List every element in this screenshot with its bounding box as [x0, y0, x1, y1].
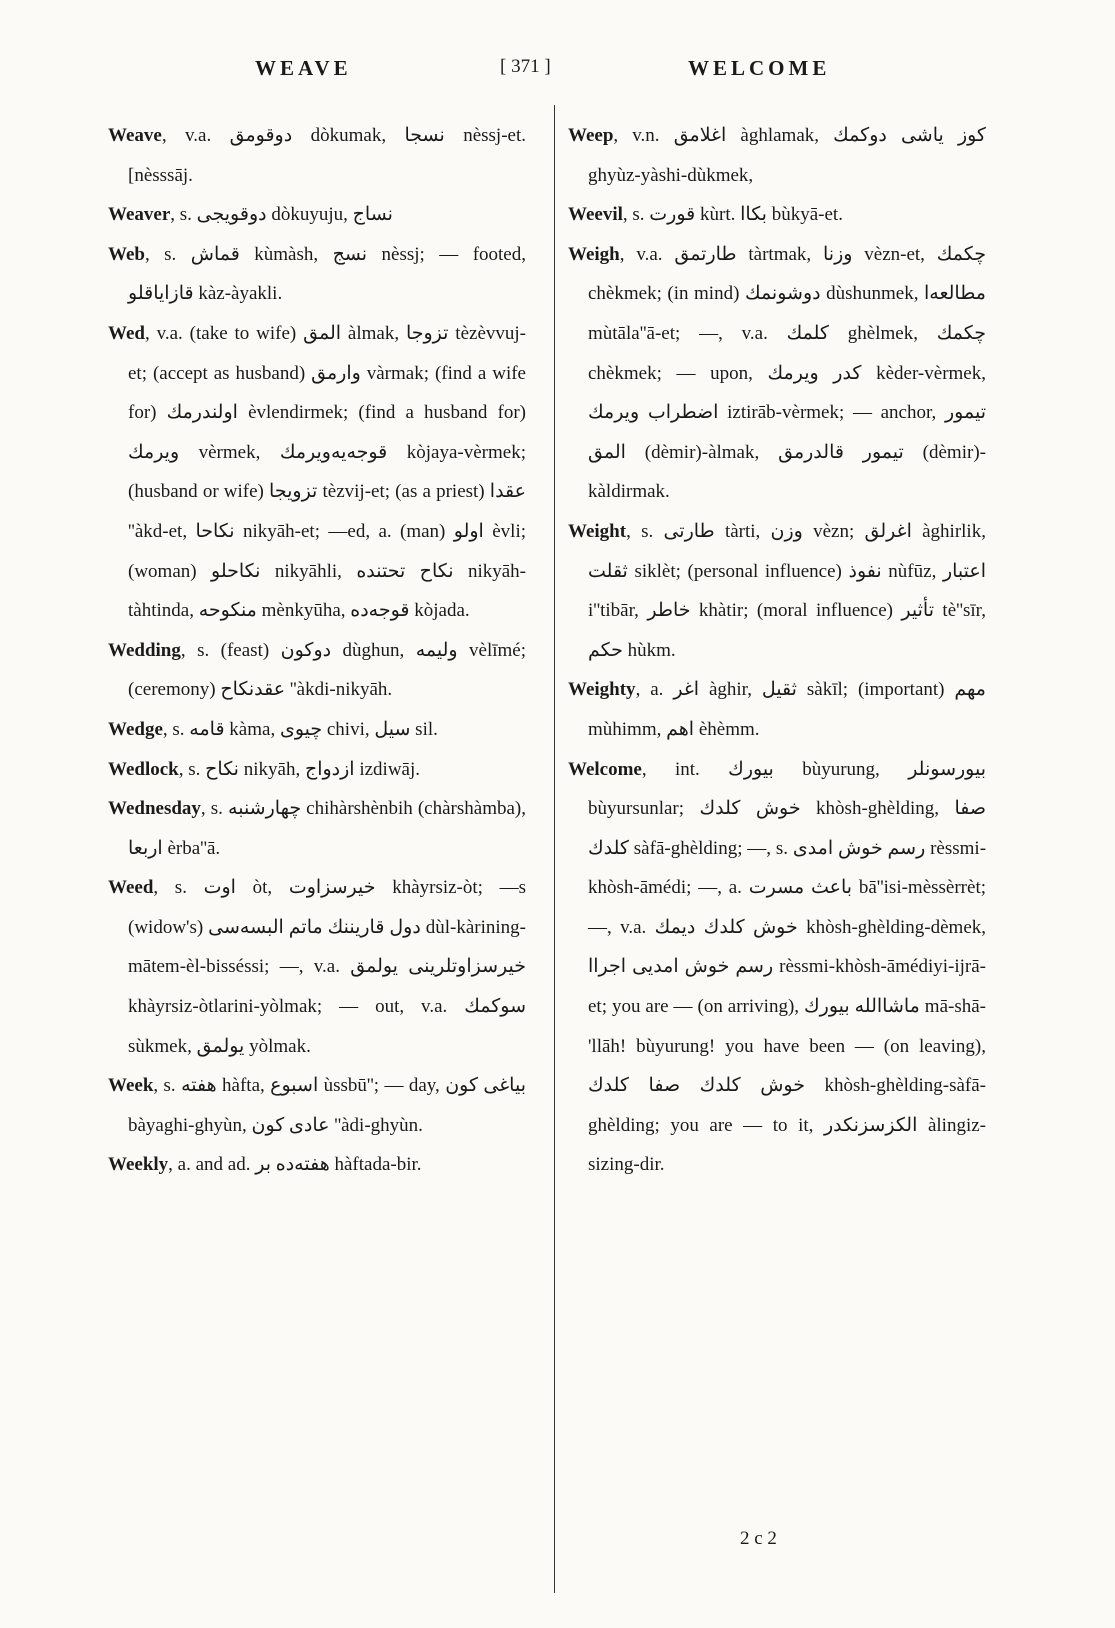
headword: Wedding: [108, 639, 181, 661]
headword: Weave: [108, 125, 162, 146]
headword: Web: [108, 243, 145, 265]
entry-weigh: Weigh, v.a. طارتمق tàrtmak, وزنا vèzn-et, چكمك chèkmek; (in mind) دوشونمك dùshunmek, مطالعه‌ا mùtāla''ā-et; —, v.a. كلمك ghèlmek, چكمك chèkmek; — upon, كدر ویرمك kèder-vèrmek, اضطراب ویرمك iztirāb-vèrmek; — anchor, تیمور المق (dèmir)-àlmak, تیمور قالدرمق (dèmir)-kàldirmak.: [568, 243, 986, 503]
entry-weight: Weight, s. طارتی tàrti, وزن vèzn; اغرلق àghirlik, ثقلت siklèt; (personal influence) نفوذ nùfūz, اعتبار i''tibār, خاطر khàtir; (moral influence) تأثیر tè''sīr, حكم hùkm.: [568, 520, 986, 661]
headword: Weaver: [108, 204, 171, 226]
headword: Week: [108, 1075, 154, 1097]
entry-weighty: Weighty, a. اغر àghir, ثقیل sàkīl; (important) مهم mùhimm, اهم èhèmm.: [568, 679, 986, 740]
header-right-guide-word: WELCOME: [688, 56, 831, 80]
column-divider: [554, 105, 555, 1593]
headword: Weigh: [568, 243, 620, 265]
entry-week: Week, s. هفته hàfta, اسبوع ùssbū''; — day, بیاغی كون bàyaghi-ghyùn, عادی كون ''àdi-ghyùn.: [108, 1075, 526, 1136]
entry-weekly: Weekly, a. and ad. هفته‌ده بر hàftada-bir.: [108, 1154, 422, 1176]
headword: Weep: [568, 125, 614, 146]
headword: Wedlock: [108, 758, 179, 780]
entry-weave: Weave, v.a. دوقومق dòkumak, نسجا nèssj-et. [nèsssāj.: [108, 125, 527, 186]
page-number: [ 371 ]: [500, 56, 551, 77]
headword: Weight: [568, 520, 627, 542]
entry-wedlock: Wedlock, s. نكاح nikyāh, ازدواج izdiwāj.: [108, 758, 421, 780]
headword: Wedge: [108, 718, 163, 740]
entry-wedding: Wedding, s. (feast) دوكون dùghun, ولیمه vèlīmé; (ceremony) عقدنكاح ''àkdi-nikyāh.: [108, 639, 527, 701]
entry-wednesday: Wednesday, s. چهارشنبه chihàrshènbih (chàrshàmba), اربعا èrba''ā.: [108, 798, 526, 859]
headword: Weed: [108, 877, 154, 899]
headword: Wed: [108, 322, 145, 344]
entry-weevil: Weevil, s. قورت kùrt. بكاا bùkyā-et.: [568, 204, 843, 226]
entry-welcome: Welcome, int. بیورك bùyurung, بیورسونلر bùyursunlar; خوش كلدك khòsh-ghèlding, صفا كلدك sàfā-ghèlding; —, s. رسم خوش امدی rèssmi-khòsh-āmédi; —, a. باعث مسرت bā''isi-mèssèrrèt; —, v.a. خوش كلدك دیمك khòsh-ghèlding-dèmek, رسم خوش امدیی اجراا rèssmi-khòsh-āmédiyi-ijrā-et; you are — (on arriving), ماشاالله بیورك mā-shā-'llāh! bùyurung! you have been — (on leaving), خوش كلدك صفا كلدك khòsh-ghèlding-sàfā-ghèlding; you are — to it, الكزسزنكدر àlingiz-sizing-dir.: [568, 758, 987, 1176]
entry-weep: Weep, v.n. اغلامق àghlamak, كوز یاشی دوكمك ghyùz-yàshi-dùkmek,: [568, 125, 986, 186]
header-left-guide-word: WEAVE: [255, 56, 352, 80]
entry-weed: Weed, s. اوت òt, خیرسزاوت khàyrsiz-òt; —s (widow's) دول قاریننك ماتم البسه‌سی dùl-kàrining-mātem-èl-bisséssi; —, v.a. خیرسزاوتلرینی یولمق khàyrsiz-òtlarini-yòlmak; — out, v.a. سوكمك sùkmek, یولمق yòlmak.: [108, 877, 526, 1057]
headword: Wednesday: [108, 798, 201, 820]
entry-wedge: Wedge, s. قامه kàma, چیوی chivi, سیل sil.: [108, 718, 438, 740]
headword: Weevil: [568, 204, 623, 226]
signature-mark: 2 c 2: [740, 1528, 777, 1549]
left-column: [108, 116, 526, 1185]
headword: Weighty: [568, 679, 636, 701]
page-header: [0, 50, 1115, 90]
headword: Weekly: [108, 1154, 169, 1176]
entry-weaver: Weaver, s. دوقویجی dòkuyuju, نساج: [108, 204, 393, 226]
entry-wed: Wed, v.a. (take to wife) المق àlmak, تزوجا tèzèvvuj-et; (accept as husband) وارمق vàrmak; (find a wife for) اولندرمك èvlendirmek; (find a husband for) ویرمك vèrmek, قوجه‌یه‌ویرمك kòjaya-vèrmek; (husband or wife) تزویجا tèzvij-et; (as a priest) عقدا ''àkd-et, نكاحا nikyāh-et; —ed, a. (man) اولو èvli; (woman) نكاحلو nikyāhli, نكاح تحتنده nikyāh-tàhtinda, منكوحه mènkyūha, قوجه‌ده kòjada.: [108, 322, 526, 622]
right-column: [568, 116, 986, 1185]
entry-web: Web, s. قماش kùmàsh, نسج nèssj; — footed, قازایاقلو kàz-àyakli.: [108, 243, 526, 305]
headword: Welcome: [568, 758, 642, 780]
